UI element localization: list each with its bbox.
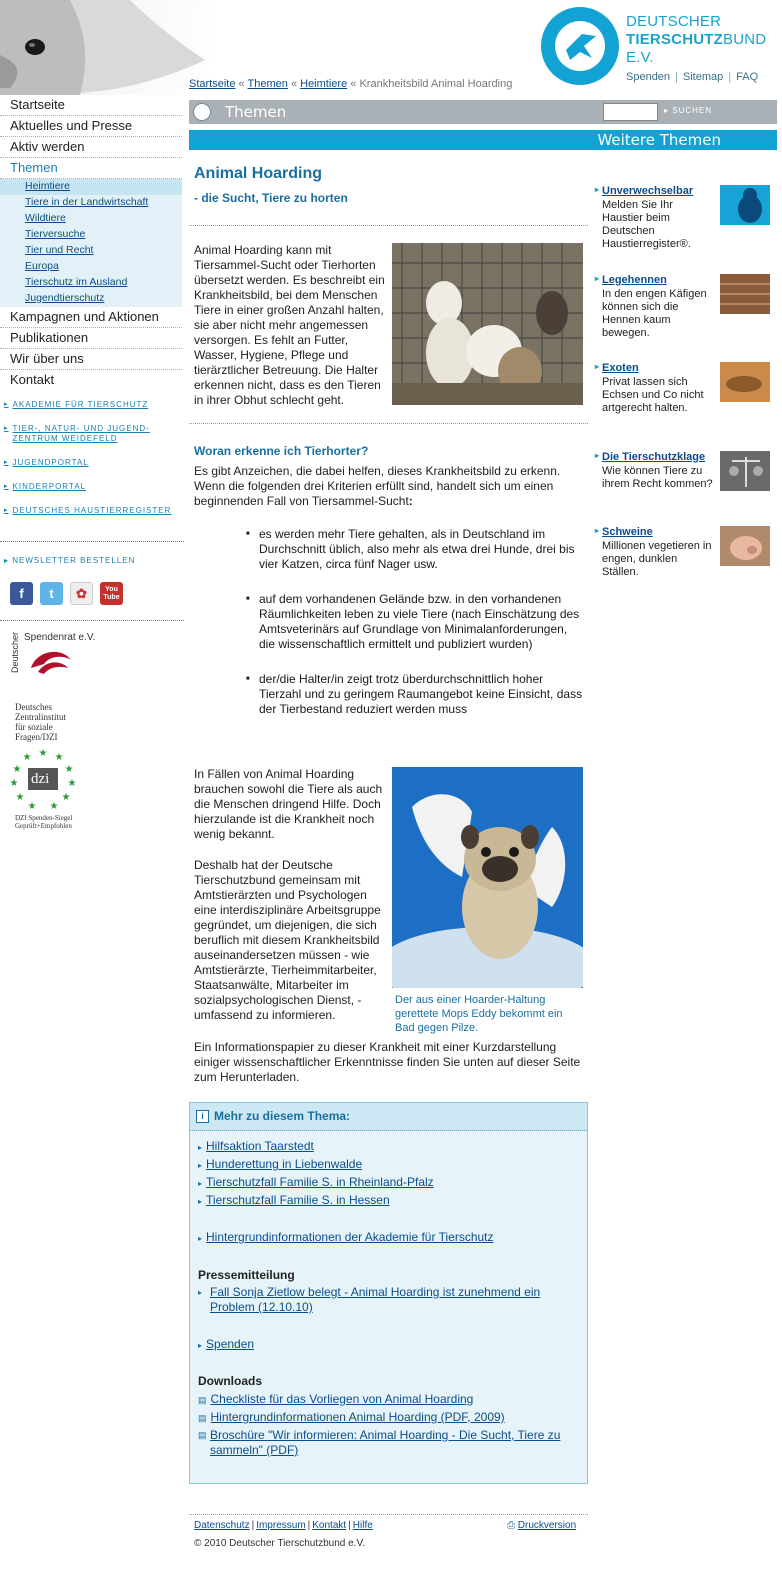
page-title: Animal Hoarding [194, 165, 323, 182]
subnav-jugendtierschutz[interactable]: Jugendtierschutz [25, 292, 105, 304]
topic-teaser[interactable] [595, 185, 775, 251]
arrow-icon: ▸ [4, 401, 9, 408]
topic-teaser[interactable] [595, 451, 775, 491]
related-topics-title: Mehr zu diesem Thema: [214, 1109, 351, 1123]
subnav-wildtiere[interactable]: Wildtiere [25, 212, 66, 224]
info-icon: i [196, 1110, 209, 1123]
arrow-icon: ▸ [198, 1341, 203, 1350]
twitter-icon[interactable]: t [40, 582, 63, 605]
topic-title: ▸ Legehennen [595, 274, 775, 286]
sidelink-label: KINDERPORTAL [12, 482, 87, 491]
list-item: ■ es werden mehr Tiere gehalten, als in Deutschland im Durchschnitt üblich, also mehr als etwa drei Hunde, drei bis vier Katzen, circa fünf Nager usw. [246, 527, 586, 572]
criteria-intro-text: Es gibt Anzeichen, die dabei helfen, dieses Krankheitsbild zu erkenn. Wenn die folgenden drei Kriterien erfüllt sind, handelt sich um einen beginnenden Fall von Tiersammel-Sucht [194, 464, 561, 508]
themen-title: Themen [225, 103, 287, 121]
subnav-themen [0, 179, 182, 307]
themen-icon [193, 103, 211, 121]
footer-datenschutz[interactable]: Datenschutz [194, 1520, 250, 1531]
svg-text:★: ★ [22, 752, 32, 763]
topic-teaser[interactable] [595, 274, 775, 340]
social-icons [10, 582, 123, 605]
related-link[interactable] [198, 1175, 434, 1191]
related-link[interactable] [198, 1157, 362, 1173]
spenden-link-label: Spenden [206, 1337, 255, 1351]
spendenrat-logo-icon [26, 646, 76, 676]
sidelink-jugendportal[interactable] [0, 458, 182, 468]
svg-text:★: ★ [64, 764, 74, 775]
breadcrumb-sep: « [238, 78, 245, 90]
related-link[interactable] [198, 1139, 314, 1155]
justitia-thumbnail [720, 451, 770, 491]
sidelink-haustierregister[interactable] [0, 506, 182, 516]
search-input[interactable] [603, 103, 658, 121]
download-link[interactable] [198, 1410, 505, 1426]
nav-startseite[interactable]: Startseite [0, 95, 182, 116]
topic-title: ▸ Die Tierschutzklage [595, 451, 775, 463]
criteria-intro-colon: : [408, 494, 413, 508]
svg-text:★: ★ [54, 752, 64, 763]
list-item: ■ auf dem vorhandenen Gelände bzw. in den vorhandenen Räumlichkeiten leben zu viele Tiere (nach Einschätzung des Amtsveterinärs auf Grundlage von Minimalanforderungen, die wissenschaftlich ermittelt und publiziert wurden) [246, 592, 586, 652]
press-link[interactable] [198, 1285, 548, 1315]
download-link[interactable] [198, 1428, 578, 1458]
side-links [0, 400, 182, 530]
arrow-icon: ▸ [198, 1234, 203, 1243]
related-topics-box [189, 1102, 588, 1484]
list-item: ■ der/die Halter/in zeigt trotz überdurchschnittlich hoher Tierzahl und zu geringem Raumangebot keine Einsicht, dass der Tierbestand reduziert werden muss [246, 672, 586, 717]
sidelink-weidefeld[interactable] [0, 424, 170, 444]
dzi-footer [15, 814, 72, 830]
sidelink-label: AKADEMIE FÜR TIERSCHUTZ [12, 400, 149, 409]
footer-hilfe[interactable]: Hilfe [352, 1520, 373, 1531]
print-version-link[interactable] [507, 1520, 576, 1531]
arrow-icon: ▸ [664, 106, 673, 115]
dzi-footer-line: DZI Spenden-Siegel [15, 814, 73, 822]
download-link[interactable] [198, 1392, 473, 1408]
press-link-label: Fall Sonja Zietlow belegt - Animal Hoarding ist zunehmend ein Problem (12.10.10) [210, 1285, 541, 1314]
util-spenden[interactable]: Spenden [626, 71, 671, 83]
document-icon: ▤ [198, 1430, 207, 1440]
pig-thumbnail [720, 526, 770, 566]
youtube-icon[interactable]: You Tube [100, 582, 123, 605]
print-version-label: Druckversion [517, 1520, 577, 1531]
divider [0, 541, 184, 542]
sidelink-label: DEUTSCHES HAUSTIERREGISTER [12, 506, 172, 515]
subnav-heimtiere[interactable]: Heimtiere [0, 179, 182, 195]
divider [189, 423, 588, 424]
nav-themen[interactable]: Themen [0, 158, 182, 179]
arrow-icon: ▸ [198, 1288, 203, 1297]
brand-name [626, 13, 782, 67]
topic-desc: Melden Sie Ihr Haustier beim Deutschen Haustierregister®. [602, 199, 691, 250]
downloads-heading: Downloads [198, 1374, 263, 1388]
related-link[interactable] [198, 1193, 390, 1209]
breadcrumb [189, 78, 512, 90]
arrow-icon: ▸ [198, 1197, 203, 1206]
page-subtitle: - die Sucht, Tiere zu horten [194, 191, 348, 205]
image-caption: Der aus einer Hoarder-Haltung gerettete Mops Eddy bekommt ein Bad gegen Pilze. [395, 994, 563, 1034]
sidelink-akademie[interactable] [0, 400, 182, 410]
related-link-label: Tierschutzfall Familie S. in Hessen [206, 1193, 390, 1207]
akademie-link-label: Hintergrundinformationen der Akademie für Tierschutz [206, 1230, 494, 1244]
svg-text:★: ★ [12, 764, 22, 775]
svg-text:★: ★ [15, 792, 25, 803]
dzi-line: für soziale [15, 722, 53, 732]
footer-links: Datenschutz | Impressum | Kontakt | Hilfe [194, 1520, 373, 1531]
svg-text:★: ★ [61, 792, 71, 803]
newsletter-link[interactable] [4, 556, 135, 565]
arrow-icon: ▸ [4, 459, 9, 466]
subnav-ausland[interactable]: Tierschutz im Ausland [25, 276, 128, 288]
breadcrumb-sep: « [290, 78, 298, 90]
topic-desc: Millionen vegetieren in engen, dunklen Ställen. [602, 540, 712, 578]
akademie-link[interactable] [198, 1230, 494, 1246]
topic-teaser[interactable] [595, 526, 775, 579]
arrow-icon: ▸ [198, 1161, 203, 1170]
related-link-label: Tierschutzfall Familie S. in Rheinland-Pfalz [206, 1175, 434, 1189]
body-paragraph: Ein Informationspapier zu dieser Krankheit mit einer Kurzdarstellung einiger wissenschaftlicher Erkenntnisse finden Sie unten auf dieser Seite zum Herunterladen. [194, 1040, 581, 1084]
brand-line2b: BUND E.V. [626, 31, 767, 66]
printer-icon: ⎙ [507, 1520, 518, 1531]
weitere-themen-bar [189, 130, 777, 150]
divider [189, 1514, 588, 1515]
spendenrat-badge[interactable] [10, 630, 110, 690]
dzi-footer-line: Geprüft+Empfohlen [15, 822, 72, 830]
criteria-intro [194, 464, 584, 509]
subnav-tier-und-recht[interactable]: Tier und Recht [25, 244, 94, 256]
spendenrat-vertical: Deutscher [10, 632, 20, 674]
divider [0, 620, 184, 621]
nav-wir-ueber-uns[interactable]: Wir über uns [0, 349, 182, 370]
body-paragraph: Deshalb hat der Deutsche Tierschutzbund gemeinsam mit Amtstierärzten und Psychologen eine interdisziplinäre Arbeitsgruppe gegründet, um diejenigen, die sich beruflich mit diesem Krankheitsbild auseinandersetzen müssen - wie Amtstierärzte, Tierheimmitarbeiter, Staatsanwälte, Mitarbeiter im sozialpsychologischen Dienst, - umfassend zu informieren. [194, 858, 381, 1022]
subnav-tierversuche[interactable]: Tierversuche [25, 228, 86, 240]
download-link-label: Checkliste für das Vorliegen von Animal Hoarding [210, 1392, 474, 1406]
search-button[interactable] [664, 106, 712, 115]
nav-kampagnen[interactable]: Kampagnen und Aktionen [0, 307, 182, 328]
divider [189, 225, 588, 226]
nav-aktuelles[interactable]: Aktuelles und Presse [0, 116, 182, 137]
svg-text:★: ★ [27, 801, 37, 812]
intro-text: Animal Hoarding kann mit Tiersammel-Sucht oder Tierhorten übersetzt werden. Es beschreibt ein Krankheitsbild, bei dem Menschen Tiere in einer großen Anzahl halten, sie aber nicht mehr angemessen versorgen. Es fehlt an Futter, Wasser, Hygiene, Pflege und tierärztlicher Betreuung. Die Halter erkennen nicht, dass es den Tieren in ihrer Obhut schlecht geht. [194, 243, 385, 407]
dogs-in-cage-image [392, 243, 583, 405]
footer-impressum[interactable]: Impressum [256, 1520, 306, 1531]
weitere-themen-title: Weitere Themen [597, 131, 721, 149]
copyright: © 2010 Deutscher Tierschutzbund e.V. [194, 1538, 365, 1549]
nav-publikationen[interactable]: Publikationen [0, 328, 182, 349]
footer-kontakt[interactable]: Kontakt [312, 1520, 347, 1531]
topic-desc: In den engen Käfigen können sich die Hennen kaum bewegen. [602, 288, 707, 339]
dzi-mark: dzi [31, 771, 50, 787]
topic-title: ▸ Schweine [595, 526, 775, 538]
svg-text:★: ★ [38, 748, 48, 759]
brand-line2a: TIERSCHUTZ [626, 31, 723, 48]
criteria-list [246, 527, 586, 717]
tierschutzbund-logo[interactable] [540, 6, 620, 86]
arrow-icon: ▸ [198, 1179, 203, 1188]
breadcrumb-heimtiere[interactable]: Heimtiere [300, 78, 348, 90]
breadcrumb-themen[interactable]: Themen [247, 78, 288, 90]
section-heading: Woran erkenne ich Tierhorter? [194, 444, 369, 458]
svg-text:★: ★ [10, 778, 19, 789]
breadcrumb-sep: « [350, 78, 357, 90]
related-topics-heading [190, 1103, 587, 1131]
dzi-line: Deutsches [15, 702, 52, 712]
sidelink-label: TIER-, NATUR- UND JUGEND-ZENTRUM WEIDEFELD [12, 424, 150, 443]
arrow-icon: ▸ [4, 556, 13, 565]
topic-desc: Wie können Tiere zu ihrem Recht kommen? [602, 465, 713, 490]
search-button-label: SUCHEN [672, 106, 713, 115]
left-navigation [0, 95, 182, 391]
download-link-label: Broschüre "Wir informieren: Animal Hoarding - Die Sucht, Tiere zu sammeln" (PDF) [210, 1428, 561, 1457]
topic-desc: Privat lassen sich Echsen und Co nicht artgerecht halten. [602, 376, 704, 414]
util-faq[interactable]: FAQ [736, 71, 759, 83]
header-photo-cow [0, 0, 210, 95]
spendenrat-label: Spendenrat e.V. [24, 632, 96, 643]
sidelink-label: JUGENDPORTAL [12, 458, 89, 467]
nav-kontakt[interactable]: Kontakt [10, 372, 55, 387]
topic-title: ▸ Exoten [595, 362, 775, 374]
nav-aktiv-werden[interactable]: Aktiv werden [0, 137, 182, 158]
facebook-icon[interactable]: f [10, 582, 33, 605]
dzi-line: Zentralinstitut [15, 712, 66, 722]
utility-nav: Spenden | Sitemap | FAQ [626, 71, 759, 83]
dzi-line: Fragen/DZI [15, 732, 58, 742]
related-link-label: Hunderettung in Liebenwalde [206, 1157, 363, 1171]
arrow-icon: ▸ [4, 483, 9, 490]
topic-teaser[interactable] [595, 362, 775, 415]
dzi-org [15, 702, 66, 742]
subnav-landwirtschaft[interactable]: Tiere in der Landwirtschaft [25, 196, 149, 208]
arrow-icon: ▸ [4, 425, 9, 432]
lizard-thumbnail [720, 362, 770, 402]
sidelink-kinderportal[interactable] [0, 482, 182, 492]
document-icon: ▤ [198, 1413, 207, 1423]
dzi-seal[interactable] [10, 702, 90, 842]
brand-line1: DEUTSCHER [626, 13, 722, 30]
topic-title: ▸ Unverwechselbar [595, 185, 775, 197]
related-link-label: Hilfsaktion Taarstedt [206, 1139, 314, 1153]
svg-text:★: ★ [67, 778, 76, 789]
breadcrumb-current: Krankheitsbild Animal Hoarding [359, 78, 513, 90]
arrow-icon: ▸ [4, 507, 9, 514]
body-paragraph: In Fällen von Animal Hoarding brauchen sowohl die Tiere als auch die Menschen dringend Hilfe. Doch hierzulande ist die Krankheit noch wenig bekannt. [194, 767, 383, 841]
pug-bath-image [392, 767, 583, 988]
flickr-icon[interactable]: ✿ [70, 582, 93, 605]
document-icon: ▤ [198, 1395, 207, 1405]
cat-thumbnail [720, 185, 770, 225]
subnav-europa[interactable]: Europa [25, 260, 59, 272]
util-sitemap[interactable]: Sitemap [682, 71, 724, 83]
svg-text:★: ★ [49, 801, 59, 812]
newsletter-label: NEWSLETTER BESTELLEN [12, 556, 136, 565]
download-link-label: Hintergrundinformationen Animal Hoarding (PDF, 2009) [210, 1410, 505, 1424]
spenden-link[interactable] [198, 1337, 254, 1353]
breadcrumb-startseite[interactable]: Startseite [189, 78, 236, 90]
hens-thumbnail [720, 274, 770, 314]
press-heading: Pressemitteilung [198, 1268, 295, 1282]
arrow-icon: ▸ [198, 1143, 203, 1152]
